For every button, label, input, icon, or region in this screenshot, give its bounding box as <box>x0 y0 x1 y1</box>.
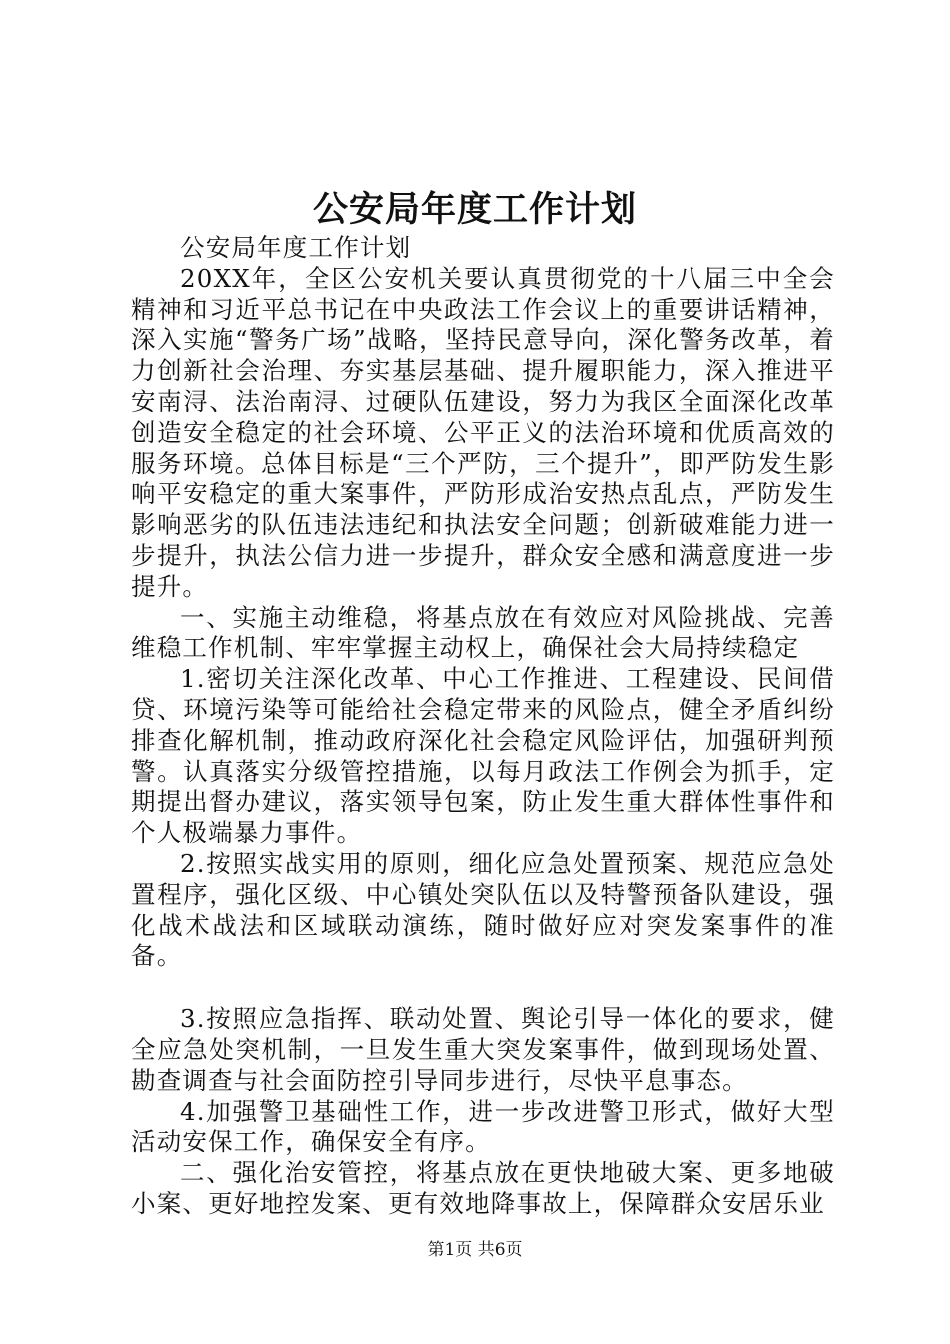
document-body <box>131 233 835 1220</box>
paragraph-item-3: 3.按照应急指挥、联动处置、舆论引导一体化的要求，健全应急处突机制，一旦发生重大突发案事件，做到现场处置、勘查调查与社会面防控引导同步进行，尽快平息事态。 <box>131 1004 835 1095</box>
paragraph-item-4: 4.加强警卫基础性工作，进一步改进警卫形式，做好大型活动安保工作，确保安全有序。 <box>131 1096 835 1157</box>
document-title: 公安局年度工作计划 <box>312 189 637 230</box>
paragraph-subtitle: 公安局年度工作计划 <box>180 233 412 262</box>
paragraph-section-2-heading: 二、强化治安管控，将基点放在更快地破大案、更多地破小案、更好地控发案、更有效地降事故上，保障群众安居乐业 <box>131 1158 835 1218</box>
paragraph-item-2: 2.按照实战实用的原则，细化应急处置预案、规范应急处置程序，强化区级、中心镇处突队伍以及特警预备队建设，强化战术战法和区域联动演练，随时做好应对突发案事件的准备。 <box>131 848 835 971</box>
paragraph-item-1: 1.密切关注深化改革、中心工作推进、工程建设、民间借贷、环境污染等可能给社会稳定带来的风险点，健全矛盾纠纷排查化解机制，推动政府深化社会稳定风险评估，加强研判预警。认真落实分级管控措施，以每月政法工作例会为抓手，定期提出督办建议，落实领导包案，防止发生重大群体性事件和个人极端暴力事件。 <box>131 664 835 848</box>
page-number-footer: 第1页 共6页 <box>427 1240 523 1260</box>
paragraph-intro: 20XX年，全区公安机关要认真贯彻党的十八届三中全会精神和习近平总书记在中央政法工作会议上的重要讲话精神，深入实施“警务广场”战略，坚持民意导向，深化警务改革，着力创新社会治理、夯实基层基础、提升履职能力，深入推进平安南浔、法治南浔、过硬队伍建设，努力为我区全面深化改革创造安全稳定的社会环境、公平正义的法治环境和优质高效的服务环境。总体目标是“三个严防，三个提升”，即严防发生影响平安稳定的重大案事件，严防形成治安热点乱点，严防发生影响恶劣的队伍违法违纪和执法安全问题；创新破难能力进一步提升，执法公信力进一步提升，群众安全感和满意度进一步提升。 <box>131 263 835 601</box>
paragraph-section-1-heading: 一、实施主动维稳，将基点放在有效应对风险挑战、完善维稳工作机制、牢牢掌握主动权上，确保社会大局持续稳定 <box>131 602 835 663</box>
